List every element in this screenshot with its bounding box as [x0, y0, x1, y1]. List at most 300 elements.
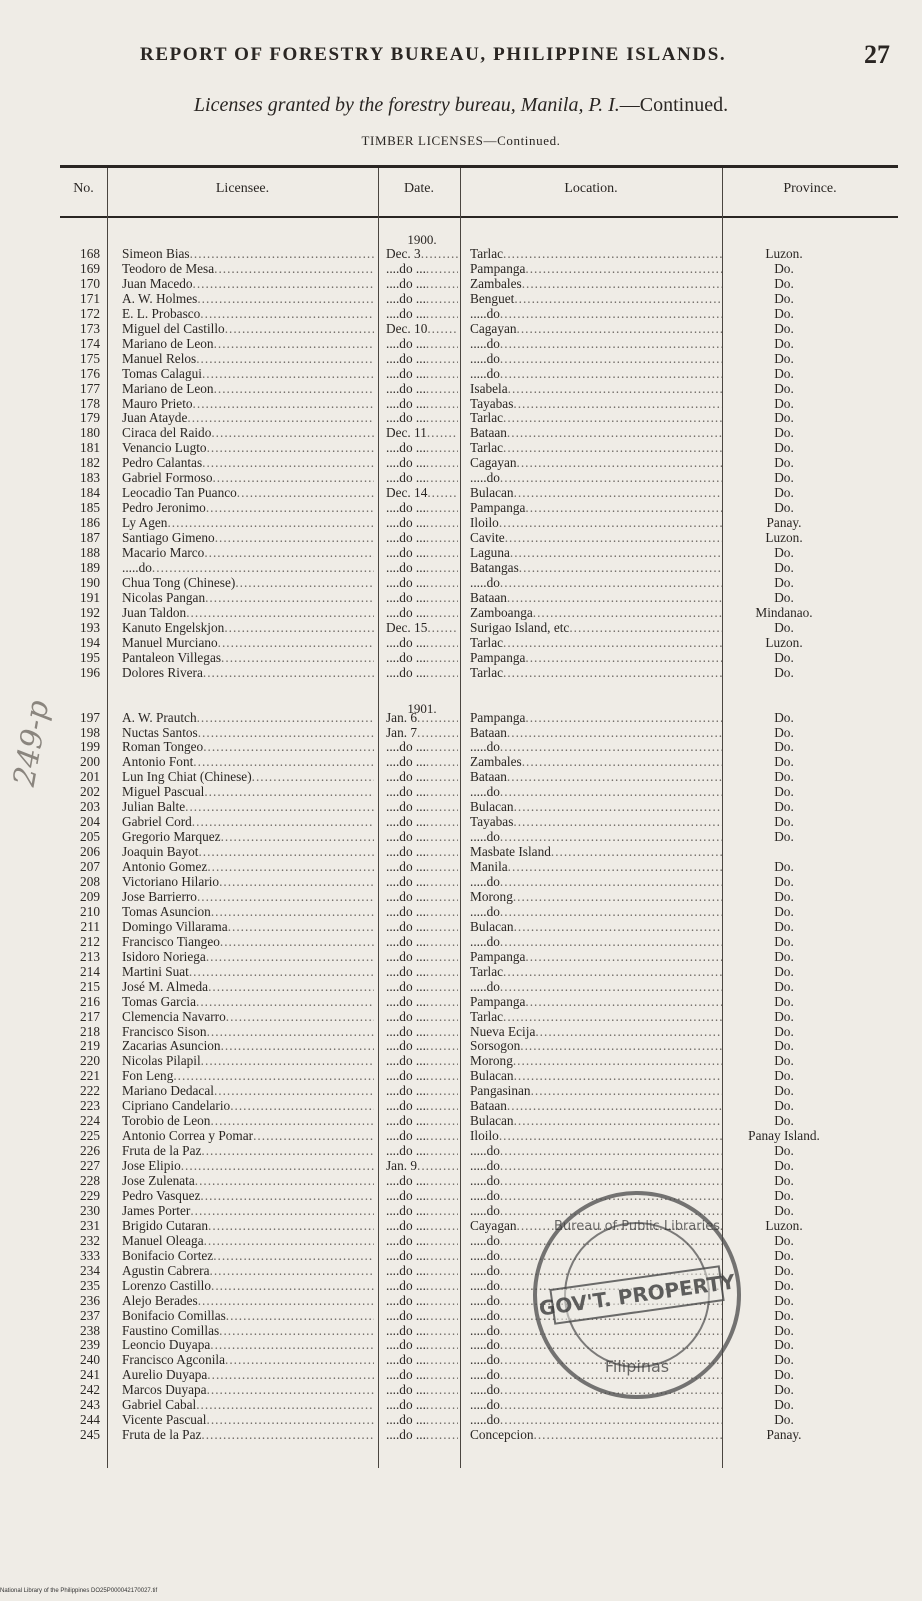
date-cell: ....do ... ..... [386, 1324, 458, 1338]
licensee-cell: Leoncio Duyapa ..... [122, 1338, 374, 1352]
table-row [0, 471, 922, 485]
table-row [0, 411, 922, 425]
licensee-cell: Bonifacio Comillas ..... [122, 1309, 374, 1323]
location-cell: .....do ..... [470, 740, 722, 754]
licensee-cell: Manuel Murciano ..... [122, 636, 374, 650]
table-row [0, 711, 922, 725]
table-row [0, 1309, 922, 1323]
licensee-cell: Leocadio Tan Puanco ..... [122, 486, 374, 500]
row-number: 227 [80, 1159, 100, 1174]
table-row [0, 935, 922, 949]
row-number: 214 [80, 964, 100, 979]
location-cell: Bulacan ..... [470, 920, 722, 934]
row-number: 210 [80, 904, 100, 919]
licensee-cell: Pedro Jeronimo ..... [122, 501, 374, 515]
row-number: 245 [80, 1428, 100, 1443]
location-cell: Cayagan ..... [470, 1219, 722, 1233]
province-cell: Do. [774, 1068, 794, 1084]
province-cell: Do. [774, 874, 794, 889]
licensee-cell: Gabriel Cabal ..... [122, 1398, 374, 1412]
province-cell: Do. [774, 425, 794, 441]
table-row [0, 546, 922, 560]
province-cell: Do. [774, 1382, 794, 1398]
province-cell: Do. [774, 1412, 794, 1428]
location-cell: Bataan ..... [470, 1099, 722, 1113]
licensee-cell: Pedro Calantas ..... [122, 456, 374, 470]
table-row [0, 1039, 922, 1053]
licensee-cell: Lorenzo Castillo ..... [122, 1279, 374, 1293]
province-cell: Do. [774, 888, 794, 904]
location-cell: .....do ..... [470, 1324, 722, 1338]
date-cell: ....do ... ..... [386, 1025, 458, 1039]
licensee-cell: Tomas Calagui ..... [122, 367, 374, 381]
date-cell: ....do ... ..... [386, 1010, 458, 1024]
date-cell: ....do ... ..... [386, 965, 458, 979]
row-number: 190 [80, 575, 100, 590]
row-number: 194 [80, 635, 100, 650]
table-row [0, 1368, 922, 1382]
table-row [0, 1338, 922, 1352]
location-cell: .....do ..... [470, 1383, 722, 1397]
row-number: 208 [80, 875, 100, 889]
date-cell: ....do ... ..... [386, 1054, 458, 1068]
table-row [0, 531, 922, 545]
table-top-rule [60, 165, 898, 168]
table-title-main: Licenses granted by the forestry bureau, Manila, P. I. [193, 94, 620, 116]
licensee-cell: Domingo Villarama ..... [122, 920, 374, 934]
licensee-cell: Brigido Cutaran ..... [122, 1219, 374, 1233]
table-row [0, 516, 922, 530]
province-cell: Do. [774, 1262, 794, 1278]
date-cell: ....do ... ..... [386, 307, 458, 321]
location-cell: .....do ..... [470, 352, 722, 366]
table-row [0, 920, 922, 934]
province-cell: Do. [774, 365, 794, 381]
province-cell: Do. [774, 485, 794, 501]
licensee-cell: Ciraca del Raido ..... [122, 426, 374, 440]
location-cell: .....do ..... [470, 980, 722, 994]
date-cell: ....do ... ..... [386, 411, 458, 425]
date-cell: ....do ... ..... [386, 1129, 458, 1143]
province-cell: Do. [774, 1337, 794, 1353]
table-row [0, 621, 922, 635]
row-number: 243 [80, 1398, 100, 1413]
date-cell: ....do ... ..... [386, 516, 458, 530]
date-cell: ....do ... ..... [386, 367, 458, 381]
licensee-cell: Marcos Duyapa ..... [122, 1383, 374, 1397]
province-cell: Do. [774, 260, 794, 276]
province-cell: Do. [774, 1322, 794, 1338]
location-cell: .....do ..... [470, 1398, 722, 1412]
header-no: No. [73, 181, 94, 196]
province-cell: Do. [774, 380, 794, 396]
location-cell: .....do ..... [470, 1264, 722, 1278]
date-cell: ....do ... ..... [386, 1338, 458, 1352]
row-number: 220 [80, 1054, 100, 1069]
table-row [0, 1234, 922, 1248]
licensee-cell: Aurelio Duyapa ..... [122, 1368, 374, 1382]
date-cell: Dec. 11 ..... [386, 426, 458, 440]
location-cell: Tarlac ..... [470, 247, 722, 261]
date-cell: ....do ... ..... [386, 920, 458, 934]
location-cell: Surigao Island, etc ..... [470, 621, 722, 635]
date-cell: ....do ... ..... [386, 950, 458, 964]
date-cell: ....do ... ..... [386, 830, 458, 844]
province-cell: Luzon. [765, 634, 803, 650]
date-cell: ....do ... ..... [386, 860, 458, 874]
location-cell: Bataan ..... [470, 426, 722, 440]
licensee-cell: Fon Leng ..... [122, 1069, 374, 1083]
row-number: 225 [80, 1129, 100, 1144]
province-cell: Do. [774, 1173, 794, 1188]
licensee-cell: Juan Atayde ..... [122, 411, 374, 425]
location-cell: Pampanga ..... [470, 262, 722, 276]
licensee-cell: Chua Tong (Chinese) ..... [122, 576, 374, 590]
row-number: 195 [80, 650, 100, 665]
table-row [0, 890, 922, 904]
table-row [0, 292, 922, 306]
stamp-outer-text: Bureau of Public Libraries [554, 1219, 720, 1234]
row-number: 230 [80, 1203, 100, 1218]
province-cell: Do. [774, 754, 794, 770]
location-cell: Pampanga ..... [470, 995, 722, 1009]
date-cell: ....do ... ..... [386, 606, 458, 620]
row-number: 176 [80, 366, 100, 381]
row-number: 179 [80, 411, 100, 426]
table-row [0, 1189, 922, 1203]
province-cell: Do. [774, 440, 794, 456]
licensee-cell: Joaquin Bayot ..... [122, 845, 374, 859]
province-cell: Do. [774, 1038, 794, 1054]
licensee-cell: Pedro Vasquez ..... [122, 1189, 374, 1203]
province-cell: Do. [774, 829, 794, 845]
date-cell: ....do ... ..... [386, 875, 458, 889]
province-cell: Mindanao. [755, 604, 813, 620]
licensee-cell: Faustino Comillas ..... [122, 1324, 374, 1338]
licensee-cell: Miguel Pascual ..... [122, 785, 374, 799]
row-number: 193 [80, 620, 100, 635]
date-cell: Jan. 6 ..... [386, 711, 458, 725]
row-number: 240 [80, 1353, 100, 1368]
licensee-cell: Mariano de Leon ..... [122, 382, 374, 396]
table-row [0, 337, 922, 351]
table-row [0, 456, 922, 470]
province-cell: Do. [774, 1113, 794, 1129]
row-number: 197 [80, 710, 100, 725]
location-cell: Morong ..... [470, 890, 722, 904]
province-cell: Do. [774, 784, 794, 800]
table-row [0, 576, 922, 590]
table-row [0, 1174, 922, 1188]
province-cell: Do. [774, 1367, 794, 1383]
table-row [0, 860, 922, 874]
table-row [0, 1294, 922, 1308]
row-number: 186 [80, 516, 100, 531]
table-row [0, 1114, 922, 1128]
row-number: 187 [80, 531, 100, 546]
province-cell: Do. [774, 903, 794, 919]
date-cell: ....do ... ..... [386, 292, 458, 306]
row-number: 196 [80, 665, 100, 680]
licensee-cell: Zacarias Asuncion ..... [122, 1039, 374, 1053]
table-row [0, 1054, 922, 1068]
row-number: 174 [80, 336, 100, 351]
page-number: 27 [864, 40, 890, 69]
licensee-cell: James Porter ..... [122, 1204, 374, 1218]
location-cell: .....do ..... [470, 1353, 722, 1367]
location-cell: .....do ..... [470, 1294, 722, 1308]
licensee-cell: Jose Elipio ..... [122, 1159, 374, 1173]
date-cell: ....do ... ..... [386, 890, 458, 904]
header-location: Location. [564, 181, 618, 196]
row-number: 189 [80, 560, 100, 575]
licensee-cell: Clemencia Navarro ..... [122, 1010, 374, 1024]
licensee-cell: Macario Marco ..... [122, 546, 374, 560]
table-row [0, 1159, 922, 1173]
table-row [0, 262, 922, 276]
date-cell: ....do ... ..... [386, 1428, 458, 1442]
date-cell: ....do ... ..... [386, 277, 458, 291]
table-row [0, 1204, 922, 1218]
location-cell: Morong ..... [470, 1054, 722, 1068]
table-row [0, 830, 922, 844]
licensee-cell: Nuctas Santos ..... [122, 726, 374, 740]
province-cell: Do. [774, 664, 794, 680]
province-cell: Do. [774, 1277, 794, 1293]
location-cell: Tarlac ..... [470, 441, 722, 455]
date-cell: Dec. 15 ..... [386, 621, 458, 635]
row-number: 242 [80, 1383, 100, 1398]
row-number: 191 [80, 590, 100, 605]
table-row [0, 785, 922, 799]
licensee-cell: Manuel Relos ..... [122, 352, 374, 366]
table-row [0, 1383, 922, 1397]
date-cell: ....do ... ..... [386, 1264, 458, 1278]
date-cell: ....do ... ..... [386, 980, 458, 994]
row-number: 177 [80, 381, 100, 396]
province-cell: Do. [774, 410, 794, 426]
province-cell: Do. [774, 1008, 794, 1024]
row-number: 209 [80, 889, 100, 904]
table-row [0, 965, 922, 979]
row-number: 168 [80, 247, 100, 261]
date-cell: ....do ... ..... [386, 382, 458, 396]
location-cell: .....do ..... [470, 905, 722, 919]
table-row [0, 666, 922, 680]
licensee-cell: Venancio Lugto ..... [122, 441, 374, 455]
licensee-cell: Nicolas Pilapil ..... [122, 1054, 374, 1068]
date-cell: ....do ... ..... [386, 1189, 458, 1203]
table-row [0, 591, 922, 605]
licensee-cell: Kanuto Engelskjon ..... [122, 621, 374, 635]
licensee-cell: Juan Macedo ..... [122, 277, 374, 291]
licensee-cell: Jose Zulenata ..... [122, 1174, 374, 1188]
province-cell: Do. [774, 1098, 794, 1114]
table-row [0, 950, 922, 964]
licensee-cell: Antonio Gomez ..... [122, 860, 374, 874]
table-row [0, 352, 922, 366]
row-number: 188 [80, 546, 100, 560]
row-number: 239 [80, 1338, 100, 1353]
date-cell: ....do ... ..... [386, 1294, 458, 1308]
table-row [0, 1398, 922, 1412]
location-cell: .....do ..... [470, 1144, 722, 1158]
province-cell: Panay. [766, 1427, 802, 1443]
location-cell: Pampanga ..... [470, 651, 722, 665]
province-cell: Panay Island. [748, 1128, 820, 1144]
location-cell: Iloilo ..... [470, 1129, 722, 1143]
date-cell: ....do ... ..... [386, 651, 458, 665]
province-cell: Do. [774, 649, 794, 665]
location-cell: .....do ..... [470, 1413, 722, 1427]
date-cell: Dec. 3 ..... [386, 247, 458, 261]
location-cell: Tayabas ..... [470, 815, 722, 829]
licensee-cell: Tomas Asuncion ..... [122, 905, 374, 919]
table-row [0, 1353, 922, 1367]
licensee-cell: Simeon Bias ..... [122, 247, 374, 261]
row-number: 223 [80, 1099, 100, 1114]
stamp-center-text: GOV'T. PROPERTY [537, 1269, 737, 1321]
row-number: 201 [80, 770, 100, 785]
licensee-cell: .....do ..... [122, 561, 374, 575]
date-cell: ....do ... ..... [386, 352, 458, 366]
location-cell: Cagayan ..... [470, 322, 722, 336]
header-licensee: Licensee. [215, 181, 270, 196]
location-cell: .....do ..... [470, 785, 722, 799]
row-number: 200 [80, 755, 100, 770]
location-cell: Batangas ..... [470, 561, 722, 575]
location-cell: Concepcion ..... [470, 1428, 722, 1442]
province-cell: Luzon. [765, 246, 803, 261]
date-cell: ....do ... ..... [386, 1144, 458, 1158]
table-row [0, 1069, 922, 1083]
section-title: TIMBER LICENSES—Continued. [361, 133, 561, 148]
province-cell: Do. [774, 500, 794, 516]
table-row [0, 1413, 922, 1427]
table-row [0, 1428, 922, 1442]
location-cell: .....do ..... [470, 367, 722, 381]
licensee-cell: Roman Tongeo ..... [122, 740, 374, 754]
row-number: 202 [80, 785, 100, 800]
province-cell: Do. [774, 918, 794, 934]
province-cell: Do. [774, 993, 794, 1009]
province-cell: Do. [774, 739, 794, 755]
location-cell: .....do ..... [470, 471, 722, 485]
table-row [0, 561, 922, 575]
licensee-cell: José M. Almeda ..... [122, 980, 374, 994]
table-row [0, 382, 922, 396]
date-cell: ....do ... ..... [386, 531, 458, 545]
location-cell: Masbate Island ..... [470, 845, 722, 859]
province-cell: Luzon. [765, 1217, 803, 1233]
licensee-cell: Gabriel Formoso ..... [122, 471, 374, 485]
location-cell: Bataan ..... [470, 726, 722, 740]
location-cell: Pampanga ..... [470, 501, 722, 515]
table-row [0, 1010, 922, 1024]
date-cell: ....do ... ..... [386, 1383, 458, 1397]
licensee-cell: Teodoro de Mesa ..... [122, 262, 374, 276]
licensee-cell: Miguel del Castillo ..... [122, 322, 374, 336]
licensee-cell: Mauro Prieto ..... [122, 397, 374, 411]
location-cell: .....do ..... [470, 1174, 722, 1188]
licensee-cell: Juan Taldon ..... [122, 606, 374, 620]
date-cell: Jan. 9 ..... [386, 1159, 458, 1173]
row-number: 231 [80, 1218, 100, 1233]
row-number: 175 [80, 351, 100, 366]
licensee-cell: Gabriel Cord ..... [122, 815, 374, 829]
province-cell: Do. [774, 275, 794, 291]
location-cell: Cagayan ..... [470, 456, 722, 470]
location-cell: Tarlac ..... [470, 965, 722, 979]
row-number: 206 [80, 845, 100, 860]
table-row [0, 1279, 922, 1293]
licensee-cell: Nicolas Pangan ..... [122, 591, 374, 605]
province-cell: Do. [774, 455, 794, 471]
row-number: 333 [80, 1248, 100, 1263]
date-cell: ....do ... ..... [386, 1174, 458, 1188]
location-cell: Laguna ..... [470, 546, 722, 560]
table-row [0, 1099, 922, 1113]
location-cell: .....do ..... [470, 307, 722, 321]
table-row [0, 980, 922, 994]
licensee-cell: Tomas Garcia ..... [122, 995, 374, 1009]
table-row [0, 740, 922, 754]
date-cell: ....do ... ..... [386, 1413, 458, 1427]
date-cell: ....do ... ..... [386, 1249, 458, 1263]
province-cell: Do. [774, 1232, 794, 1248]
licensee-cell: Mariano de Leon ..... [122, 337, 374, 351]
table-row [0, 486, 922, 500]
row-number: 216 [80, 994, 100, 1009]
date-cell: ....do ... ..... [386, 546, 458, 560]
licensee-cell: Bonifacio Cortez ..... [122, 1249, 374, 1263]
location-cell: Manila ..... [470, 860, 722, 874]
location-cell: Tarlac ..... [470, 636, 722, 650]
province-cell: Do. [774, 1023, 794, 1039]
date-cell: ....do ... ..... [386, 456, 458, 470]
province-cell: Do. [774, 978, 794, 994]
date-cell: Dec. 14 ..... [386, 486, 458, 500]
province-cell: Do. [774, 589, 794, 605]
date-cell: ....do ... ..... [386, 1353, 458, 1367]
date-cell: ....do ... ..... [386, 845, 458, 859]
province-cell: Do. [774, 350, 794, 366]
location-cell: .....do ..... [470, 1249, 722, 1263]
date-cell: ....do ... ..... [386, 800, 458, 814]
row-number: 224 [80, 1114, 100, 1129]
table-row [0, 845, 922, 859]
date-cell: ....do ... ..... [386, 815, 458, 829]
licensee-cell: Victoriano Hilario ..... [122, 875, 374, 889]
location-cell: Tarlac ..... [470, 411, 722, 425]
row-number: 234 [80, 1263, 100, 1278]
location-cell: Tayabas ..... [470, 397, 722, 411]
province-cell: Do. [774, 290, 794, 306]
location-cell: .....do ..... [470, 1204, 722, 1218]
province-cell: Do. [774, 1202, 794, 1218]
licensee-cell: Julian Balte ..... [122, 800, 374, 814]
row-number: 228 [80, 1174, 100, 1188]
table-row [0, 995, 922, 1009]
table-row [0, 875, 922, 889]
location-cell: Bulacan ..... [470, 800, 722, 814]
table-row [0, 905, 922, 919]
row-number: 237 [80, 1308, 100, 1323]
licensee-cell: Fruta de la Paz ..... [122, 1428, 374, 1442]
date-cell: ....do ... ..... [386, 1099, 458, 1113]
location-cell: Nueva Ecija ..... [470, 1025, 722, 1039]
date-cell: ....do ... ..... [386, 1084, 458, 1098]
